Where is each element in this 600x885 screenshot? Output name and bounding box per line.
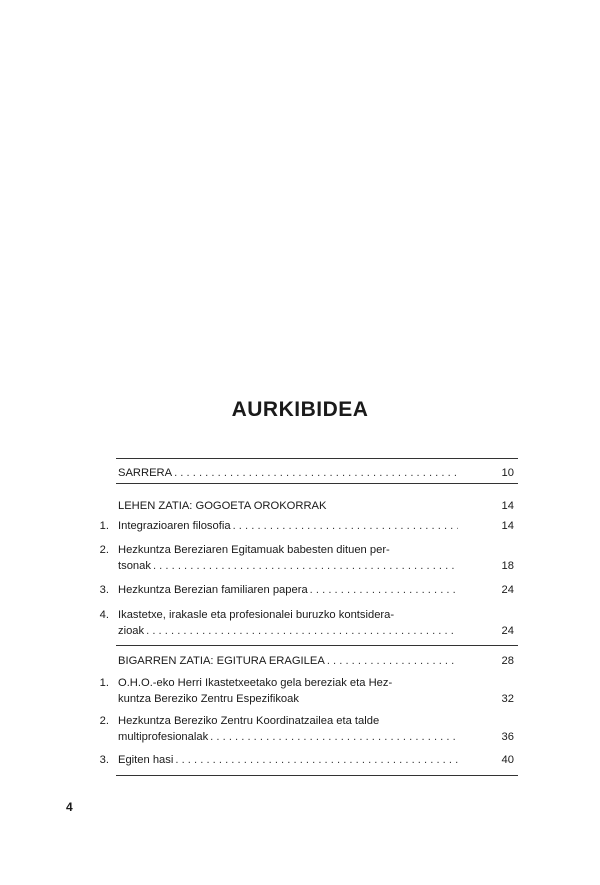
toc-entry-part2[interactable] — [118, 653, 514, 669]
toc-entry-label: Hezkuntza Bereziko Zentru Koordinatzailea eta talde — [118, 715, 380, 727]
toc-item-number: 3. — [99, 754, 109, 766]
section-divider — [116, 483, 518, 484]
toc-entry-label-cont: zioak — [118, 625, 145, 637]
dot-leader — [327, 653, 458, 669]
toc-entry-p1-2[interactable] — [99, 542, 514, 574]
toc-page-number: 24 — [501, 584, 514, 596]
dot-leader — [175, 752, 458, 768]
toc-entry-label: Hezkuntza Bereziaren Egitamuak babesten dituen per- — [118, 544, 390, 556]
dot-leader — [153, 558, 458, 574]
toc-part-heading: LEHEN ZATIA: GOGOETA OROKORRAK — [118, 500, 327, 512]
toc-page-number: 40 — [501, 754, 514, 766]
toc-entry-p2-1[interactable] — [99, 675, 514, 707]
toc-page-number: 36 — [501, 731, 514, 743]
toc-item-number: 1. — [99, 520, 109, 532]
toc-page-number: 28 — [501, 655, 514, 667]
dot-leader — [210, 729, 458, 745]
toc-entry-p2-2[interactable] — [99, 713, 514, 745]
toc-entry-sarrera[interactable] — [118, 465, 514, 481]
toc-part-heading: BIGARREN ZATIA: EGITURA ERAGILEA — [118, 655, 325, 667]
page-title: AURKIBIDEA — [231, 398, 369, 421]
toc-page-number: 24 — [501, 625, 514, 637]
toc-entry-label-cont: multiprofesionalak — [118, 731, 209, 743]
dot-leader — [233, 518, 458, 534]
toc-entry-label: Ikastetxe, irakasle eta profesionalei buruzko kontsidera- — [118, 609, 395, 621]
page-number: 4 — [66, 800, 73, 814]
toc-item-number: 2. — [99, 544, 109, 556]
toc-entry-label: SARRERA — [118, 467, 173, 479]
dot-leader — [146, 623, 458, 639]
toc-entry-label: Egiten hasi — [118, 754, 174, 766]
toc-page-number: 14 — [501, 500, 514, 512]
toc-entry-label: Hezkuntza Berezian familiaren papera — [118, 584, 308, 596]
dot-leader — [310, 582, 458, 598]
toc-page-number: 10 — [501, 467, 514, 479]
bottom-divider — [116, 775, 518, 776]
toc-page-number: 18 — [501, 560, 514, 572]
dot-leader — [174, 465, 458, 481]
toc-entry-label: O.H.O.-eko Herri Ikastetxeetako gela bereziak eta Hez- — [118, 677, 393, 689]
toc-page-number: 32 — [501, 693, 514, 705]
toc-entry-part1[interactable] — [118, 498, 514, 514]
toc-entry-p1-4[interactable] — [99, 607, 514, 639]
toc-entry-p2-3[interactable] — [99, 752, 514, 768]
toc-item-number: 2. — [99, 715, 109, 727]
toc-item-number: 4. — [99, 609, 109, 621]
toc-entry-label-cont: kuntza Bereziko Zentru Espezifikoak — [118, 693, 299, 705]
toc-item-number: 3. — [99, 584, 109, 596]
toc-page-number: 14 — [501, 520, 514, 532]
toc-entry-p1-3[interactable] — [99, 582, 514, 598]
section-divider — [116, 645, 518, 646]
toc-entry-label-cont: tsonak — [118, 560, 151, 572]
toc-entry-p1-1[interactable] — [99, 518, 514, 534]
toc-entry-label: Integrazioaren filosofia — [118, 520, 231, 532]
top-divider — [116, 458, 518, 459]
toc-item-number: 1. — [99, 677, 109, 689]
